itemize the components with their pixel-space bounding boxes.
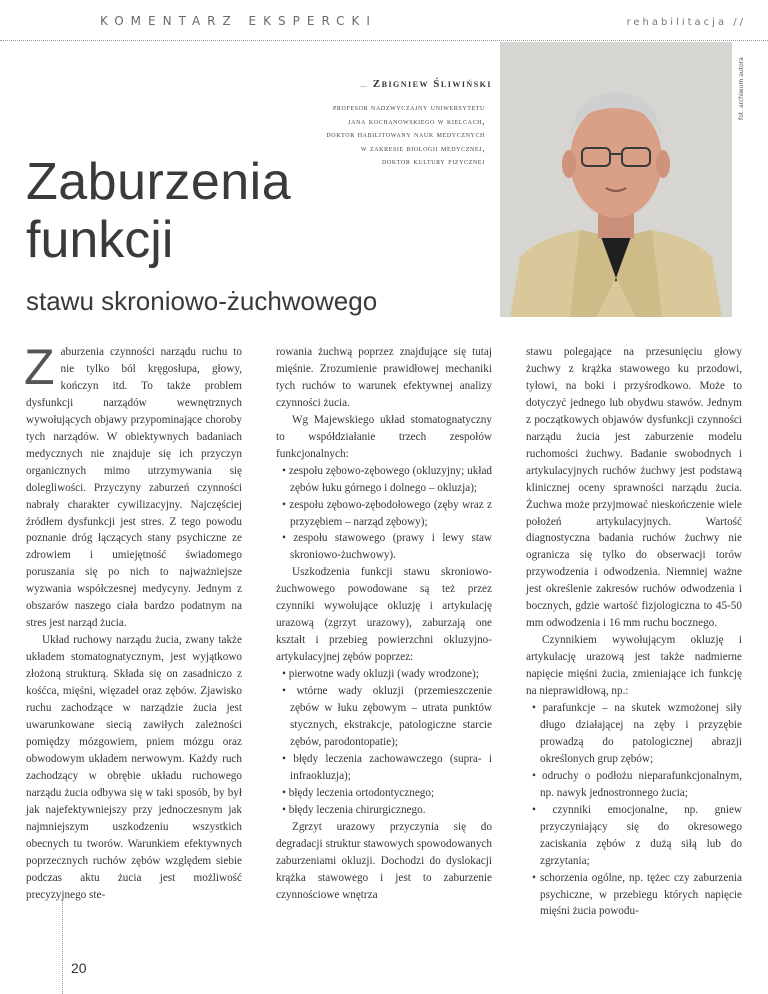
paragraph: Wg Majewskiego układ stomatognatyczny to współdziałanie trzech zespołów funkcjonalnych: — [276, 413, 492, 460]
article-column-2 — [276, 344, 492, 903]
list-item: • odruchy o podłożu nieparafunkcjonalnym, np. nawyk jednostronnego żucia; — [526, 768, 742, 802]
list-item: • pierwotne wady okluzji (wady wrodzone); — [276, 666, 492, 683]
category-label: rehabilitacja // — [626, 17, 746, 28]
page-header — [0, 0, 768, 40]
author-photo — [500, 42, 732, 317]
article-title-line1: Zaburzenia — [26, 153, 292, 211]
bio-line: profesor nadzwyczajny uniwersytetu — [333, 102, 485, 112]
list-item: • zespołu zębowo-zębowego (okluzyjny; układ zębów łuku górnego i dolnego – okluzja); — [276, 463, 492, 497]
paragraph: Czynnikiem wywołującym okluzję i artykulację urazową jest także nadmierne napięcie mięśni żucia, zmieniające ich funkcję na nieprawidłową, np.: — [526, 634, 742, 698]
section-label: KOMENTARZ EKSPERCKI — [100, 14, 377, 28]
paragraph-text: aburzenia czynności narządu ruchu to nie tylko ból kręgosłupa, głowy, kończyn itd. To także problem dysfunkcji narządów wewnętrznych wywołujących objawy przypominające choroby tych narządów. W obiektywnych badaniach medycznych nie znajduje się ich przyczyn organicznych mimo utrzymywania się dolegliwości. Przyczyny zaburzeń czynności nabrały charakter cywilizacyjny. Najczęściej źródłem dysfunkcji jest stres. Z tego powodu poznanie dróg łączących stany psychiczne ze zdrowiem i umiejętność świadomego poruszania się po nich to najważniejsze wyzwania współczesnej medycyny. Jednym z obszarów naszego ciała bardzo podatnym na stres jest narząd żucia. — [26, 346, 242, 630]
list-item: • wtórne wady okluzji (przemieszczenie zębów w łuku zębowym – utrata punktów stycznych, ekstrakcje, patologiczne starcie zębów, parodontopatie); — [276, 683, 492, 751]
paragraph: Zgrzyt urazowy przyczynia się do degradacji struktur stawowych spowodowanych zaburzeniami okluzji. Dochodzi do dyslokacji krążka stawowego i jest to zaburzenie czynnościowe wnętrza — [276, 820, 492, 901]
bullet-list — [526, 700, 742, 920]
list-item: • czynniki emocjonalne, np. gniew przyczyniający się do okresowego zaciskania zębów z dużą siłą lub do zgrzytania; — [526, 802, 742, 870]
list-item: • błędy leczenia zachowawczego (supra- i infraokluzja); — [276, 751, 492, 785]
bio-line: w zakresie biologii medycznej, — [360, 142, 485, 153]
drop-cap: Z — [24, 339, 55, 395]
photo-credit: fot. archiwum autora — [738, 57, 745, 120]
bullet-list — [276, 463, 492, 565]
paragraph: rowania żuchwą poprzez znajdujące się tutaj mięśnie. Zrozumienie prawidłowej mechaniki tych ruchów to warunek efektywnej analizy czynności żucia. — [276, 346, 492, 409]
article-subtitle: stawu skroniowo-żuchwowego — [26, 286, 385, 316]
paragraph: stawu polegające na przesunięciu głowy żuchwy z krążka stawowego ku przodowi, tyłowi, na boki i przyśrodkowo. Może to dotyczyć jednego lub obydwu stawów. Jednym z początkowych objawów dysfunkcji czynności narządu żucia jest zaburzenie modelu ruchomości żuchwy. Badanie swobodnych i artykulacyjnych ruchów żuchwy jest podstawą klinicznej oceny sprawności narządu żucia. Żuchwa może przyjmować nieskończenie wiele położeń artykulacyjnych. Wartość diagnostyczna badania ruchów żuchwy nie ogranicza się tylko do obserwacji torów przywodzenia i odwodzenia. Niemniej ważne jest określenie zakresów ruchów odwodzenia i bocznych, gdzie wartość fizjologiczna to 45-50 mm odwodzenia i 16 mm ruchu bocznego. — [526, 346, 742, 630]
footer-divider — [62, 900, 63, 994]
bio-line: jana kochanowskiego w kielcach, — [348, 115, 485, 126]
article-column-1 — [24, 339, 242, 903]
bio-line: doktor kultury fizycznej — [382, 156, 485, 167]
list-item: • zespołu stawowego (prawy i lewy staw skroniowo-żuchwowy). — [276, 530, 492, 564]
list-item: • parafunkcje – na skutek wzmożonej siły długo działającej na zęby i przyzębie prowadzą do patologicznej abrazji określonych grup zębów; — [526, 700, 742, 768]
page-number: 20 — [71, 960, 87, 976]
bio-line: doktor habilitowany nauk medycznych — [326, 129, 485, 140]
article-column-3 — [526, 344, 742, 920]
list-item: • schorzenia ogólne, np. tężec czy zaburzenia psychiczne, w przebiegu których napięcie mięśni żucia powodu- — [526, 870, 742, 921]
list-item: • błędy leczenia ortodontycznego; — [276, 785, 492, 802]
paragraph — [24, 339, 242, 632]
portrait-illustration — [500, 42, 732, 317]
list-item: • błędy leczenia chirurgicznego. — [276, 802, 492, 819]
bullet-list — [276, 666, 492, 819]
article-title-line2: funkcji — [26, 211, 174, 269]
author-name: Zbigniew Śliwiński — [367, 78, 492, 90]
header-divider — [0, 40, 768, 41]
list-item: • zespołu zębowo-zębodołowego (zęby wraz z przyzębiem – narząd zębowy); — [276, 497, 492, 531]
paragraph: Uszkodzenia funkcji stawu skroniowo-żuchwowego powodowane są też przez czynniki wywołujące okluzję i artykulację urazową (zgrzyt urazowy), zaburzają one kształt i przebieg powierzchni okluzyjno-artykulacyjnej zębów poprzez: — [276, 566, 492, 664]
paragraph: Układ ruchowy narządu żucia, zwany także układem stomatognatycznym, jest wyjątkowo złożoną strukturą. Składa się on zasadniczo z kośćca, mięśni, więzadeł oraz zębów. Zjawisko ruchu zachodzące w narządzie żucia jest uwarunkowane siecią zawiłych zależności pomiędzy mózgowiem, pniem mózgu oraz obwodowym układem nerwowym. Każdy ruch zachodzący w obrębie układu ruchowego narządu żucia odbywa się w taki sposób, by był jak najefektywniejszy przy jednoczesnym jak najmniejszym uszkodzeniu wszystkich obecnych tu tworów. Warunkiem efektywnych poprzecznych ruchów zębów względem siebie podczas aktu żucia jest możliwość precyzyjnego ste- — [26, 634, 242, 901]
